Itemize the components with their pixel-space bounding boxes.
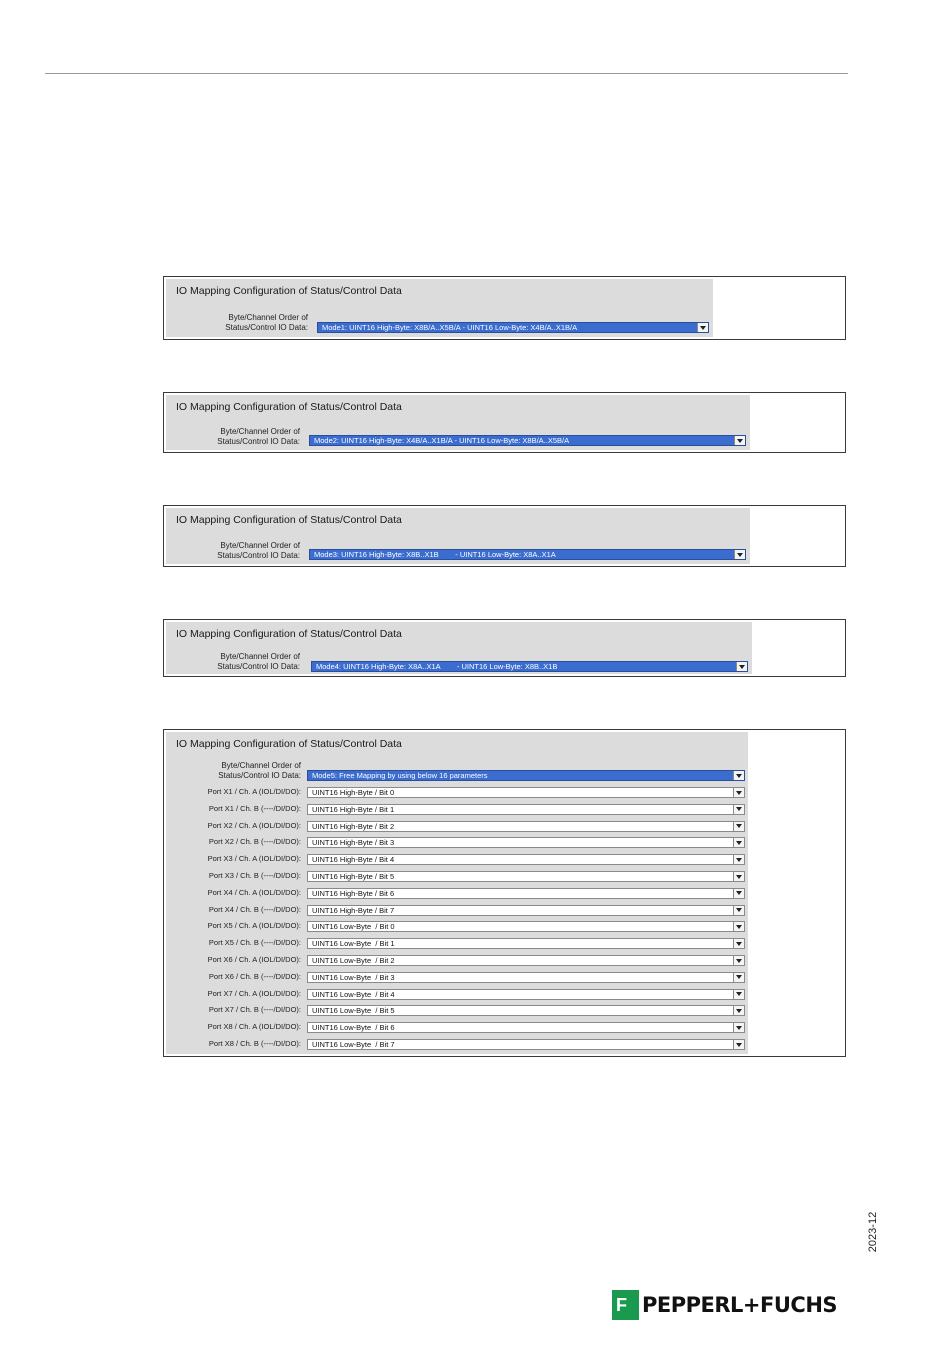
chevron-down-icon[interactable] bbox=[733, 906, 744, 915]
io-mapping-screenshot-mode5 bbox=[163, 729, 846, 1057]
io-mapping-screenshot-mode1 bbox=[163, 276, 846, 340]
chevron-down-icon[interactable] bbox=[733, 1023, 744, 1032]
port-mapping-select[interactable] bbox=[307, 837, 745, 848]
port-mapping-select-value: UINT16 Low-Byte / Bit 7 bbox=[312, 1040, 395, 1049]
chevron-down-icon[interactable] bbox=[733, 1006, 744, 1015]
port-mapping-select-value: UINT16 Low-Byte / Bit 4 bbox=[312, 989, 395, 999]
byte-order-select-value: Mode3: UINT16 High-Byte: X8B..X1B - UINT16 Low-Byte: X8A..X1A bbox=[314, 550, 556, 559]
chevron-down-icon[interactable] bbox=[733, 805, 744, 814]
byte-order-label-line1: Byte/Channel Order of bbox=[220, 427, 300, 436]
byte-order-label-line2: Status/Control IO Data: bbox=[217, 437, 300, 446]
port-mapping-list bbox=[166, 786, 748, 1056]
port-mapping-select[interactable] bbox=[307, 1005, 745, 1016]
byte-order-select[interactable] bbox=[311, 661, 748, 672]
port-label: Port X7 / Ch. B (----/DI/DO): bbox=[208, 1005, 301, 1015]
config-panel bbox=[166, 732, 748, 1054]
chevron-down-icon[interactable] bbox=[733, 838, 744, 847]
config-panel bbox=[166, 508, 750, 564]
byte-order-label-line1: Byte/Channel Order of bbox=[220, 541, 300, 550]
byte-order-label bbox=[170, 427, 300, 447]
port-mapping-select-value: UINT16 High-Byte / Bit 0 bbox=[312, 788, 395, 797]
port-mapping-select[interactable] bbox=[307, 821, 745, 832]
byte-order-label-line2: Status/Control IO Data: bbox=[218, 771, 301, 780]
byte-order-select-value: Mode1: UINT16 High-Byte: X8B/A..X5B/A - UINT16 Low-Byte: X4B/A..X1B/A bbox=[322, 323, 578, 332]
port-label: Port X8 / Ch. B (----/DI/DO): bbox=[208, 1039, 301, 1048]
port-mapping-select[interactable] bbox=[307, 804, 745, 815]
port-mapping-select[interactable] bbox=[307, 955, 745, 966]
port-label: Port X3 / Ch. A (IOL/DI/DO): bbox=[207, 854, 301, 864]
byte-order-label-line2: Status/Control IO Data: bbox=[217, 662, 300, 671]
port-mapping-select-value: UINT16 Low-Byte / Bit 1 bbox=[312, 939, 395, 949]
byte-order-label-line1: Byte/Channel Order of bbox=[228, 313, 308, 322]
chevron-down-icon[interactable] bbox=[734, 550, 745, 559]
chevron-down-icon[interactable] bbox=[733, 855, 744, 864]
byte-order-select-value: Mode4: UINT16 High-Byte: X8A..X1A - UINT16 Low-Byte: X8B..X1B bbox=[316, 662, 558, 671]
config-panel bbox=[166, 622, 752, 674]
brand-name: PEPPERL+FUCHS bbox=[642, 1293, 838, 1317]
port-mapping-select-value: UINT16 High-Byte / Bit 2 bbox=[312, 821, 395, 831]
port-label: Port X7 / Ch. A (IOL/DI/DO): bbox=[207, 988, 301, 998]
port-mapping-select-value: UINT16 Low-Byte / Bit 5 bbox=[312, 1006, 395, 1016]
port-mapping-select[interactable] bbox=[307, 1022, 745, 1033]
chevron-down-icon[interactable] bbox=[733, 922, 744, 931]
io-mapping-screenshot-mode3 bbox=[163, 505, 846, 567]
chevron-down-icon[interactable] bbox=[733, 1040, 744, 1049]
io-mapping-screenshot-mode2 bbox=[163, 392, 846, 453]
io-mapping-screenshot-mode4 bbox=[163, 619, 846, 677]
port-label: Port X1 / Ch. B (----/DI/DO): bbox=[208, 803, 301, 813]
chevron-down-icon[interactable] bbox=[733, 990, 744, 999]
port-mapping-select[interactable] bbox=[307, 938, 745, 949]
port-label: Port X3 / Ch. B (----/DI/DO): bbox=[208, 871, 301, 880]
port-mapping-select[interactable] bbox=[307, 972, 745, 983]
chevron-down-icon[interactable] bbox=[733, 889, 744, 898]
header-rule bbox=[45, 73, 848, 74]
port-mapping-select-value: UINT16 High-Byte / Bit 6 bbox=[312, 888, 395, 898]
port-label: Port X1 / Ch. A (IOL/DI/DO): bbox=[207, 787, 301, 796]
chevron-down-icon[interactable] bbox=[736, 662, 747, 671]
port-label: Port X6 / Ch. A (IOL/DI/DO): bbox=[207, 955, 301, 964]
port-label: Port X5 / Ch. B (----/DI/DO): bbox=[208, 938, 301, 948]
port-label: Port X2 / Ch. B (----/DI/DO): bbox=[208, 837, 301, 847]
config-panel bbox=[166, 395, 750, 450]
byte-order-label bbox=[176, 313, 308, 333]
panel-title: IO Mapping Configuration of Status/Control Data bbox=[176, 285, 402, 297]
chevron-down-icon[interactable] bbox=[733, 973, 744, 982]
port-label: Port X4 / Ch. B (----/DI/DO): bbox=[208, 904, 301, 914]
port-mapping-select-value: UINT16 Low-Byte / Bit 3 bbox=[312, 972, 395, 982]
byte-order-select-value: Mode2: UINT16 High-Byte: X4B/A..X1B/A - UINT16 Low-Byte: X8B/A..X5B/A bbox=[314, 436, 570, 445]
chevron-down-icon[interactable] bbox=[734, 436, 745, 445]
byte-order-label-line1: Byte/Channel Order of bbox=[221, 761, 301, 770]
port-mapping-select[interactable] bbox=[307, 989, 745, 1000]
chevron-down-icon[interactable] bbox=[733, 771, 744, 780]
port-mapping-select-value: UINT16 Low-Byte / Bit 6 bbox=[312, 1023, 395, 1033]
port-label: Port X4 / Ch. A (IOL/DI/DO): bbox=[207, 887, 301, 897]
chevron-down-icon[interactable] bbox=[733, 956, 744, 965]
port-mapping-select-value: UINT16 Low-Byte / Bit 2 bbox=[312, 956, 395, 965]
byte-order-label bbox=[170, 652, 300, 672]
document-date-code: 2023-12 bbox=[867, 1211, 879, 1253]
panel-title: IO Mapping Configuration of Status/Control Data bbox=[176, 738, 402, 750]
port-mapping-select-value: UINT16 High-Byte / Bit 3 bbox=[312, 838, 395, 848]
port-mapping-select-value: UINT16 Low-Byte / Bit 0 bbox=[312, 922, 395, 932]
byte-order-label-line2: Status/Control IO Data: bbox=[217, 551, 300, 560]
port-mapping-select-value: UINT16 High-Byte / Bit 5 bbox=[312, 872, 395, 881]
port-mapping-select[interactable] bbox=[307, 871, 745, 882]
port-mapping-select[interactable] bbox=[307, 787, 745, 798]
panel-title: IO Mapping Configuration of Status/Control Data bbox=[176, 514, 402, 526]
port-mapping-select[interactable] bbox=[307, 905, 745, 916]
port-mapping-select-value: UINT16 High-Byte / Bit 1 bbox=[312, 804, 395, 814]
port-label: Port X2 / Ch. A (IOL/DI/DO): bbox=[207, 820, 301, 830]
byte-order-label-line2: Status/Control IO Data: bbox=[225, 323, 308, 332]
byte-order-select[interactable] bbox=[309, 549, 746, 560]
port-mapping-select-value: UINT16 High-Byte / Bit 4 bbox=[312, 855, 395, 865]
config-panel bbox=[166, 279, 713, 337]
panel-title: IO Mapping Configuration of Status/Control Data bbox=[176, 628, 402, 640]
port-mapping-select[interactable] bbox=[307, 854, 745, 865]
byte-order-label bbox=[170, 761, 301, 781]
port-mapping-select-value: UINT16 High-Byte / Bit 7 bbox=[312, 905, 395, 915]
port-mapping-select[interactable] bbox=[307, 1039, 745, 1050]
byte-order-label-line1: Byte/Channel Order of bbox=[220, 652, 300, 661]
chevron-down-icon[interactable] bbox=[697, 323, 708, 332]
pepperl-fuchs-logo bbox=[612, 1290, 837, 1320]
byte-order-select[interactable] bbox=[307, 770, 745, 781]
port-mapping-select[interactable] bbox=[307, 888, 745, 899]
chevron-down-icon[interactable] bbox=[733, 872, 744, 881]
port-label: Port X8 / Ch. A (IOL/DI/DO): bbox=[207, 1022, 301, 1032]
chevron-down-icon[interactable] bbox=[733, 939, 744, 948]
byte-order-label bbox=[170, 541, 300, 561]
port-mapping-select[interactable] bbox=[307, 921, 745, 932]
byte-order-select[interactable] bbox=[317, 322, 709, 333]
chevron-down-icon[interactable] bbox=[733, 822, 744, 831]
panel-title: IO Mapping Configuration of Status/Control Data bbox=[176, 401, 402, 413]
byte-order-select[interactable] bbox=[309, 435, 746, 446]
brand-logo-icon: F bbox=[612, 1290, 639, 1320]
chevron-down-icon[interactable] bbox=[733, 788, 744, 797]
port-label: Port X6 / Ch. B (----/DI/DO): bbox=[208, 971, 301, 981]
byte-order-select-value: Mode5: Free Mapping by using below 16 parameters bbox=[312, 771, 488, 780]
port-label: Port X5 / Ch. A (IOL/DI/DO): bbox=[207, 921, 301, 931]
